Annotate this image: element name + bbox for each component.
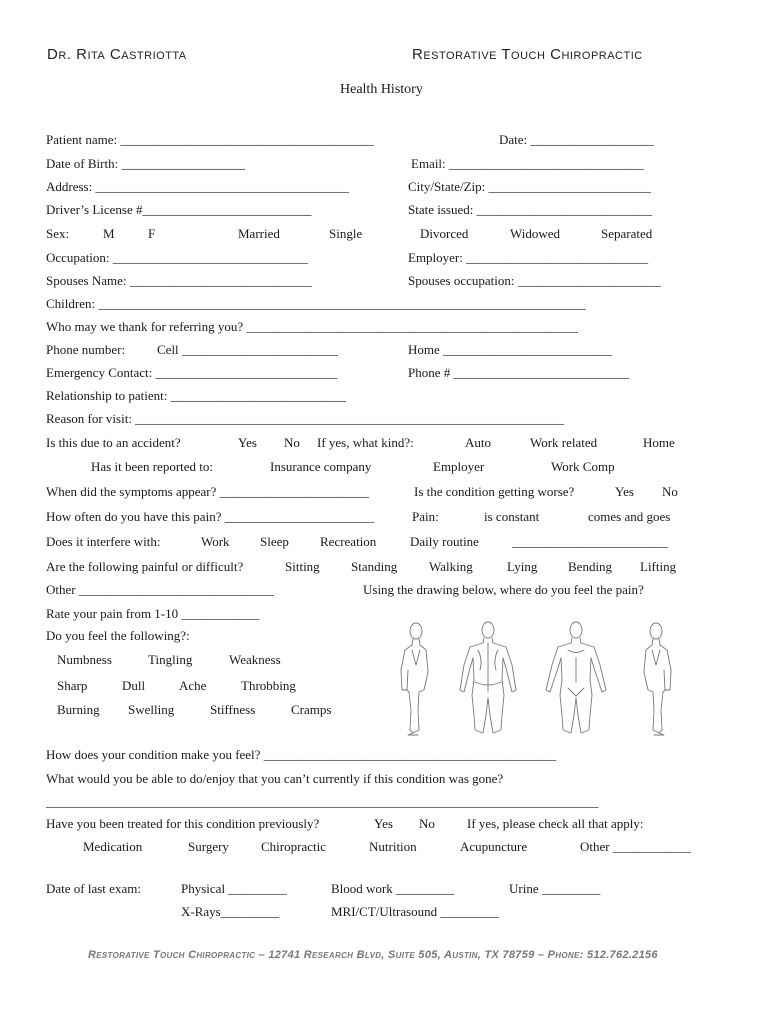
employer-option[interactable]: Employer [433, 459, 485, 474]
enjoy-answer-field[interactable]: _____________________________________________________________________________________ [46, 794, 599, 809]
home-option[interactable]: Home [643, 435, 675, 450]
pain-label: Pain: [412, 509, 439, 524]
medication-option[interactable]: Medication [83, 839, 143, 854]
treated-question: Have you been treated for this condition previously? [46, 816, 320, 831]
xrays-date-field[interactable]: X-Rays_________ [181, 904, 280, 919]
patient-name-field[interactable]: Patient name: _______________________________________ [46, 132, 374, 147]
body-side-left-figure[interactable] [401, 623, 428, 735]
worse-yes-option[interactable]: Yes [615, 484, 634, 499]
work-comp-option[interactable]: Work Comp [551, 459, 615, 474]
body-diagram[interactable] [388, 620, 688, 738]
employer-field[interactable]: Employer: ____________________________ [408, 250, 649, 265]
dull-option[interactable]: Dull [122, 678, 146, 693]
pain-frequency-field[interactable]: How often do you have this pain? _______________________ [46, 509, 375, 524]
relationship-field[interactable]: Relationship to patient: ___________________________ [46, 388, 347, 403]
feel-question: Do you feel the following?: [46, 628, 190, 643]
address-field[interactable]: Address: _______________________________________ [46, 179, 349, 194]
throbbing-option[interactable]: Throbbing [241, 678, 296, 693]
sharp-option[interactable]: Sharp [57, 678, 88, 693]
body-side-right-figure[interactable] [644, 623, 671, 735]
date-field[interactable]: Date: ___________________ [499, 132, 654, 147]
sitting-option[interactable]: Sitting [285, 559, 320, 574]
interfere-question: Does it interfere with: [46, 534, 161, 549]
home-phone-field[interactable]: Home __________________________ [408, 342, 613, 357]
blood-work-date-field[interactable]: Blood work _________ [331, 881, 455, 896]
burning-option[interactable]: Burning [57, 702, 100, 717]
email-field[interactable]: Email: ______________________________ [411, 156, 644, 171]
city-state-zip-field[interactable]: City/State/Zip: _________________________ [408, 179, 652, 194]
cramps-option[interactable]: Cramps [291, 702, 332, 717]
condition-feel-field[interactable]: How does your condition make you feel? _____________________________________________ [46, 747, 557, 762]
spouses-name-field[interactable]: Spouses Name: ____________________________ [46, 273, 312, 288]
accident-yes-option[interactable]: Yes [238, 435, 257, 450]
mri-date-field[interactable]: MRI/CT/Ultrasound _________ [331, 904, 499, 919]
drivers-license-field[interactable]: Driver’s License #__________________________ [46, 202, 312, 217]
accident-kind-label: If yes, what kind?: [317, 435, 414, 450]
worse-no-option[interactable]: No [662, 484, 678, 499]
swelling-option[interactable]: Swelling [128, 702, 175, 717]
walking-option[interactable]: Walking [429, 559, 473, 574]
treated-yes-option[interactable]: Yes [374, 816, 393, 831]
divorced-option[interactable]: Divorced [420, 226, 469, 241]
recreation-option[interactable]: Recreation [320, 534, 377, 549]
page-title: Health History [340, 82, 423, 97]
emergency-phone-field[interactable]: Phone # ___________________________ [408, 365, 629, 380]
standing-option[interactable]: Standing [351, 559, 398, 574]
clinic-name: Restorative Touch Chiropractic [412, 46, 643, 63]
occupation-field[interactable]: Occupation: ______________________________ [46, 250, 308, 265]
separated-option[interactable]: Separated [601, 226, 653, 241]
cell-phone-field[interactable]: Cell ________________________ [157, 342, 338, 357]
surgery-option[interactable]: Surgery [188, 839, 229, 854]
physical-date-field[interactable]: Physical _________ [181, 881, 287, 896]
daily-routine-option[interactable]: Daily routine [410, 534, 479, 549]
lying-option[interactable]: Lying [507, 559, 538, 574]
phone-number-label: Phone number: [46, 342, 126, 357]
state-issued-field[interactable]: State issued: ___________________________ [408, 202, 653, 217]
spouses-occupation-field[interactable]: Spouses occupation: ______________________ [408, 273, 661, 288]
body-front-figure[interactable] [546, 622, 606, 733]
pain-comes-goes-option[interactable]: comes and goes [588, 509, 671, 524]
dob-field[interactable]: Date of Birth: ___________________ [46, 156, 245, 171]
tingling-option[interactable]: Tingling [148, 652, 193, 667]
ache-option[interactable]: Ache [179, 678, 207, 693]
pain-rating-field[interactable]: Rate your pain from 1-10 ____________ [46, 606, 260, 621]
reason-for-visit-field[interactable]: Reason for visit: __________________________________________________________________ [46, 411, 565, 426]
treated-no-option[interactable]: No [419, 816, 435, 831]
sex-label: Sex: [46, 226, 70, 241]
accident-no-option[interactable]: No [284, 435, 300, 450]
work-related-option[interactable]: Work related [530, 435, 598, 450]
single-option[interactable]: Single [329, 226, 363, 241]
lifting-option[interactable]: Lifting [640, 559, 677, 574]
enjoy-question: What would you be able to do/enjoy that you can’t currently if this condition was gone? [46, 771, 504, 786]
sleep-option[interactable]: Sleep [260, 534, 289, 549]
doctor-name: Dr. Rita Castriotta [47, 46, 187, 63]
referral-field[interactable]: Who may we thank for referring you? ___________________________________________________ [46, 319, 578, 334]
worse-question: Is the condition getting worse? [414, 484, 575, 499]
painful-question: Are the following painful or difficult? [46, 559, 244, 574]
work-option[interactable]: Work [201, 534, 230, 549]
pain-constant-option[interactable]: is constant [484, 509, 540, 524]
weakness-option[interactable]: Weakness [229, 652, 281, 667]
treatment-other-field[interactable]: Other ____________ [580, 839, 691, 854]
painful-other-field[interactable]: Other ______________________________ [46, 582, 274, 597]
check-all-label: If yes, please check all that apply: [467, 816, 644, 831]
footer-contact: Restorative Touch Chiropractic – 12741 Research Blvd, Suite 505, Austin, TX 78759 – Phone: 512.762.2156 [88, 949, 658, 961]
numbness-option[interactable]: Numbness [57, 652, 112, 667]
chiropractic-option[interactable]: Chiropractic [261, 839, 326, 854]
acupuncture-option[interactable]: Acupuncture [460, 839, 528, 854]
bending-option[interactable]: Bending [568, 559, 613, 574]
emergency-contact-field[interactable]: Emergency Contact: ____________________________ [46, 365, 338, 380]
insurance-option[interactable]: Insurance company [270, 459, 372, 474]
urine-date-field[interactable]: Urine _________ [509, 881, 601, 896]
stiffness-option[interactable]: Stiffness [210, 702, 256, 717]
reported-to-label: Has it been reported to: [91, 459, 214, 474]
last-exam-label: Date of last exam: [46, 881, 141, 896]
accident-question: Is this due to an accident? [46, 435, 181, 450]
children-field[interactable]: Children: ___________________________________________________________________________ [46, 296, 586, 311]
nutrition-option[interactable]: Nutrition [369, 839, 417, 854]
sex-female-option[interactable]: F [148, 226, 156, 241]
interfere-other-field[interactable]: ________________________ [512, 534, 668, 549]
symptoms-field[interactable]: When did the symptoms appear? _______________________ [46, 484, 370, 499]
sex-male-option[interactable]: M [103, 226, 115, 241]
body-back-figure[interactable] [460, 622, 516, 733]
auto-option[interactable]: Auto [465, 435, 491, 450]
widowed-option[interactable]: Widowed [510, 226, 561, 241]
married-option[interactable]: Married [238, 226, 280, 241]
drawing-instruction: Using the drawing below, where do you feel the pain? [363, 582, 644, 597]
